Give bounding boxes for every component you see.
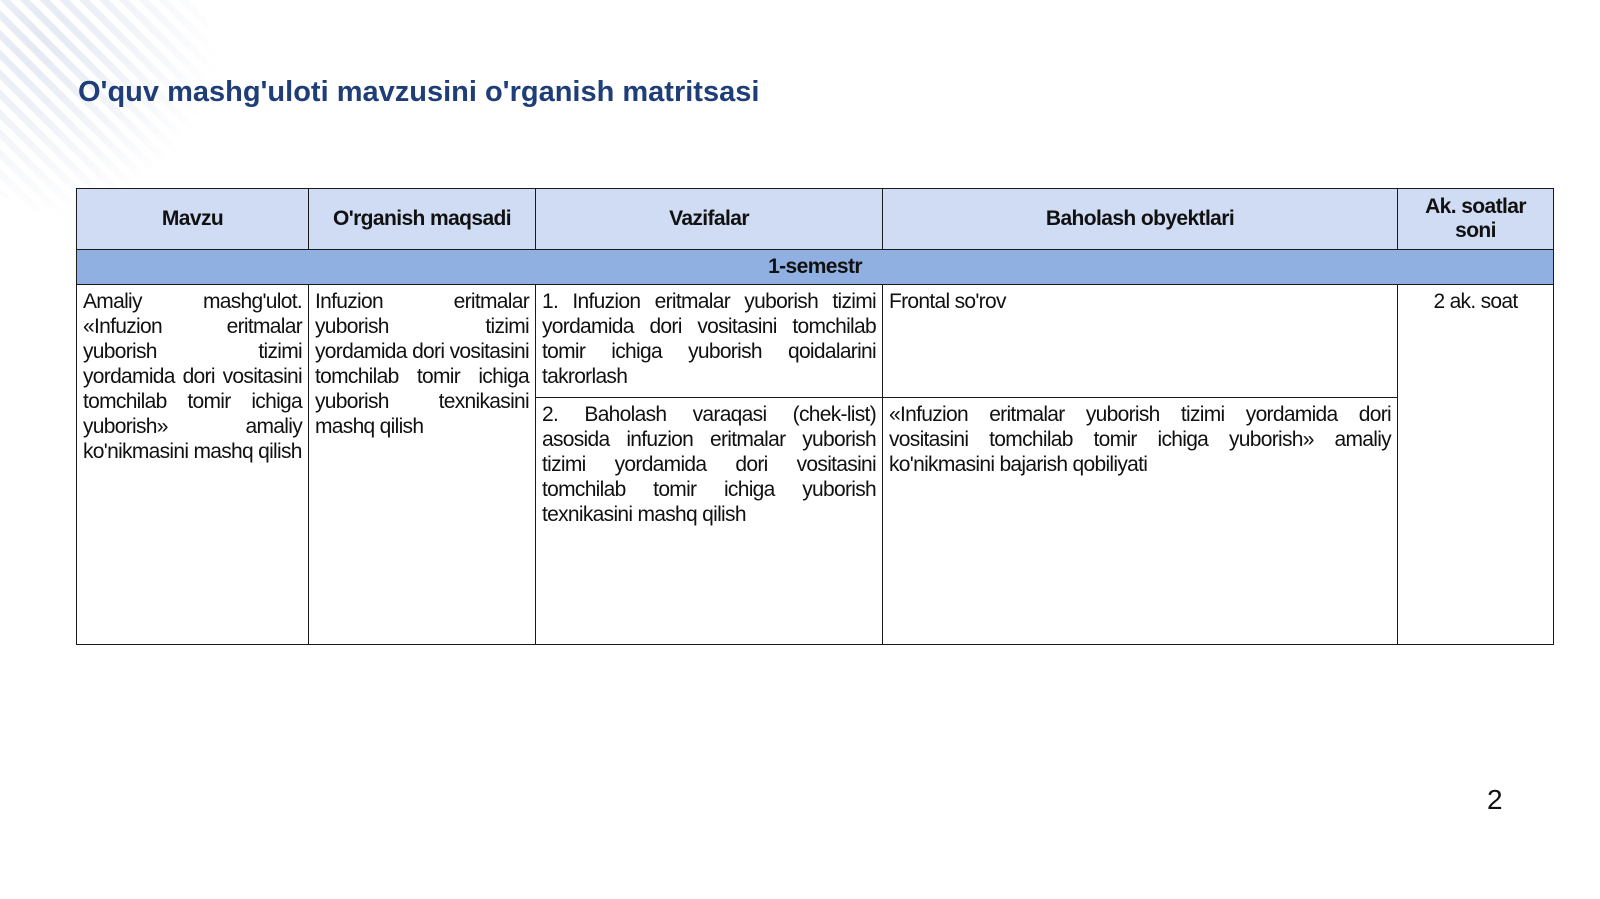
task-cell-1: 1. Infuzion eritmalar yuborish tizimi yordamida dori vositasini tomchilab tomir ichiga yuborish qoidalarini takrorlash	[536, 285, 883, 398]
header-assessment: Baholash obyektlari	[883, 189, 1398, 250]
learning-matrix-table	[76, 188, 1554, 645]
header-tasks: Vazifalar	[536, 189, 883, 250]
topic-cell: Amaliy mashg'ulot. «Infuzion eritmalar yuborish tizimi yordamida dori vositasini tomchilab tomir ichiga yuborish» amaliy ko'nikmasini mashq qilish	[77, 285, 309, 645]
page-number: 2	[1487, 784, 1503, 815]
header-topic: Mavzu	[77, 189, 309, 250]
goal-cell: Infuzion eritmalar yuborish tizimi yordamida dori vositasini tomchilab tomir ichiga yuborish texnikasini mashq qilish	[309, 285, 536, 645]
header-hours: Ak. soatlar soni	[1398, 189, 1554, 250]
semester-row	[77, 250, 1554, 285]
table-header-row	[77, 189, 1554, 250]
hours-cell: 2 ak. soat	[1398, 285, 1554, 645]
semester-label: 1-semestr	[77, 250, 1554, 285]
task-cell-2: 2. Baholash varaqasi (chek-list) asosida infuzion eritmalar yuborish tizimi yordamida dori vositasini tomchilab tomir ichiga yuborish texnikasini mashq qilish	[536, 398, 883, 645]
assessment-cell-1: Frontal so'rov	[883, 285, 1398, 398]
slide-title: O'quv mashg'uloti mavzusini o'rganish matritsasi	[78, 76, 760, 108]
table-row	[77, 285, 1554, 398]
assessment-cell-2: «Infuzion eritmalar yuborish tizimi yordamida dori vositasini tomchilab tomir ichiga yuborish» amaliy ko'nikmasini bajarish qobiliyati	[883, 398, 1398, 645]
header-goal: O'rganish maqsadi	[309, 189, 536, 250]
